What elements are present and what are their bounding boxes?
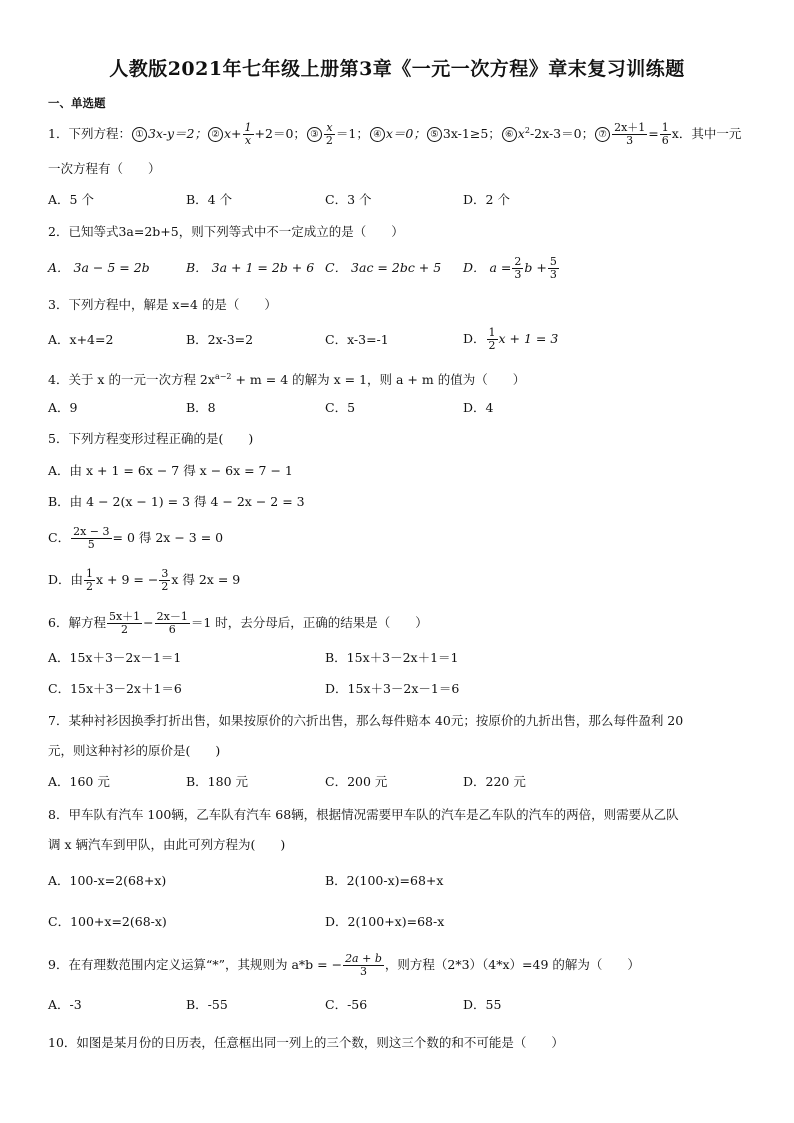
fraction: $\frac{3}{2}$ [161,567,169,593]
question-5-option-c[interactable]: C． $\frac{2x - 3}{5}$ = 0 得 2x − 3 = 0 [48,525,224,551]
question-4-option-a[interactable]: A．9 [48,400,78,415]
fraction: $\frac{2x+1}{3}$ [614,121,646,148]
question-5-stem: 5．下列方程变形过程正确的是( ) [48,431,254,446]
question-4-option-d[interactable]: D．4 [463,400,494,415]
fraction: $\frac{1}{x}$ [244,121,252,148]
question-2-option-b[interactable]: B． 3a + 1 = 2b + 6 [186,260,315,275]
question-3-option-a[interactable]: A．x+4=2 [48,332,114,347]
fraction: $\frac{x}{2}$ [325,121,333,148]
question-9-option-c[interactable]: C．-56 [325,997,368,1012]
question-3-option-d[interactable]: D． $\frac{1}{2}$ x + 1 = 3 [463,326,559,352]
question-7-option-a[interactable]: A．160 元 [48,774,110,789]
question-7-stem: 7．某种衬衫因换季打折出售，如果按原价的六折出售，那么每件赔本 40元；按原价的九折出售，那么每件盈利 20 [48,713,684,728]
question-7-option-c[interactable]: C．200 元 [325,774,388,789]
question-4-option-c[interactable]: C．5 [325,400,356,415]
question-10-stem: 10．如图是某月份的日历表，任意框出同一列上的三个数，则这三个数的和不可能是（ ） [48,1035,564,1050]
question-2-option-c[interactable]: C． 3ac = 2bc + 5 [325,260,442,275]
circled-number: ④ [370,127,385,142]
question-2-option-a[interactable]: A． 3a − 5 = 2b [48,260,150,275]
question-5-option-b[interactable]: B．由 4 − 2(x − 1) = 3 得 4 − 2x − 2 = 3 [48,494,305,509]
fraction: $\frac{2}{3}$ [514,255,522,281]
circled-number: ⑦ [595,127,610,142]
question-4-option-b[interactable]: B．8 [186,400,216,415]
fraction: $\frac{1}{2}$ [488,326,496,352]
question-6-option-c[interactable]: C．15x＋3－2x＋1＝6 [48,681,182,696]
question-3-option-c[interactable]: C．x-3=-1 [325,332,389,347]
question-1-option-a[interactable]: A．5 个 [48,192,94,207]
question-8-option-d[interactable]: D．2(100+x)=68-x [325,914,445,929]
circled-number: ③ [307,127,322,142]
question-2-option-d[interactable]: D． a = $\frac{2}{3}$ b + $\frac{5}{3}$ [463,255,557,281]
question-5-option-a[interactable]: A．由 x + 1 = 6x − 7 得 x − 6x = 7 − 1 [48,463,293,478]
question-1-option-d[interactable]: D．2 个 [463,192,510,207]
question-7-option-b[interactable]: B．180 元 [186,774,249,789]
question-8-option-b[interactable]: B．2(100-x)=68+x [325,873,444,888]
question-9-option-b[interactable]: B．-55 [186,997,228,1012]
fraction: $\frac{2a + b}{3}$ [345,952,382,978]
fraction: $\frac{5x+1}{2}$ [108,610,141,636]
question-6-option-a[interactable]: A．15x＋3－2x－1＝1 [48,650,182,665]
fraction: $\frac{1}{2}$ [86,567,94,593]
document-title: 人教版2021年七年级上册第3章《一元一次方程》章末复习训练题 [109,58,685,80]
question-8-stem: 8．甲车队有汽车 100辆，乙车队有汽车 68辆，根据情况需要甲车队的汽车是乙车队的汽车的两倍，则需要从乙队 [48,807,679,822]
circled-number: ⑤ [427,127,442,142]
question-4-stem: 4．关于 x 的一元一次方程 $2x^{a-2} + m = 4$ 的解为 x = 1，则 a + m 的值为（ ） [48,372,526,388]
question-1-stem-continued: 一次方程有（ ） [48,161,161,176]
question-9-option-a[interactable]: A．-3 [48,997,82,1012]
question-1-stem: 1．下列方程： ① 3x-y＝2； ② x+ $\frac{1}{x}$ +2＝0； ③ $\frac{x}{2}$ ＝1； ④ x＝0； ⑤ 3x-1≥5； ⑥ $x^2-2x-3=0$； ⑦ $\frac{2x+1}{3}$ = $\frac{1}{6}$ x．其中一元 [48,121,742,148]
question-5-option-d[interactable]: D．由 $\frac{1}{2}$ x + 9 = − $\frac{3}{2}$ x 得 2x = 9 [48,567,241,593]
fraction: $\frac{1}{6}$ [661,121,669,148]
fraction: $\frac{2x - 3}{5}$ [73,525,110,551]
circled-number: ② [208,127,223,142]
fraction: $\frac{5}{3}$ [549,255,557,281]
question-6-option-b[interactable]: B．15x＋3－2x＋1＝1 [325,650,459,665]
question-9-option-d[interactable]: D．55 [463,997,502,1012]
section-heading: 一、单选题 [48,96,106,110]
circled-number: ⑥ [502,127,517,142]
question-9-stem: 9．在有理数范围内定义运算“*”，其规则为 a*b = − $\frac{2a + b}{3}$ ，则方程（2*3）（4*x）=49 的解为（ ） [48,952,640,978]
question-8-option-a[interactable]: A．100-x=2(68+x) [48,873,167,888]
question-3-stem: 3．下列方程中，解是 x=4 的是（ ） [48,297,277,312]
fraction: $\frac{2x-1}{6}$ [156,610,188,636]
question-3-option-b[interactable]: B．2x-3=2 [186,332,254,347]
question-7-option-d[interactable]: D．220 元 [463,774,526,789]
question-6-option-d[interactable]: D．15x＋3－2x－1＝6 [325,681,460,696]
circled-number: ① [132,127,147,142]
question-1-option-c[interactable]: C．3 个 [325,192,372,207]
question-6-stem: 6．解方程 $\frac{5x+1}{2}$ − $\frac{2x-1}{6}$ ＝1 时，去分母后，正确的结果是（ ） [48,610,428,636]
question-1-option-b[interactable]: B．4 个 [186,192,233,207]
question-8-stem-continued: 调 x 辆汽车到甲队，由此可列方程为( ) [48,837,286,852]
question-7-stem-continued: 元，则这种衬衫的原价是( ) [48,743,221,758]
question-8-option-c[interactable]: C．100+x=2(68-x) [48,914,167,929]
question-2-stem: 2．已知等式3a=2b+5，则下列等式中不一定成立的是（ ） [48,224,404,239]
